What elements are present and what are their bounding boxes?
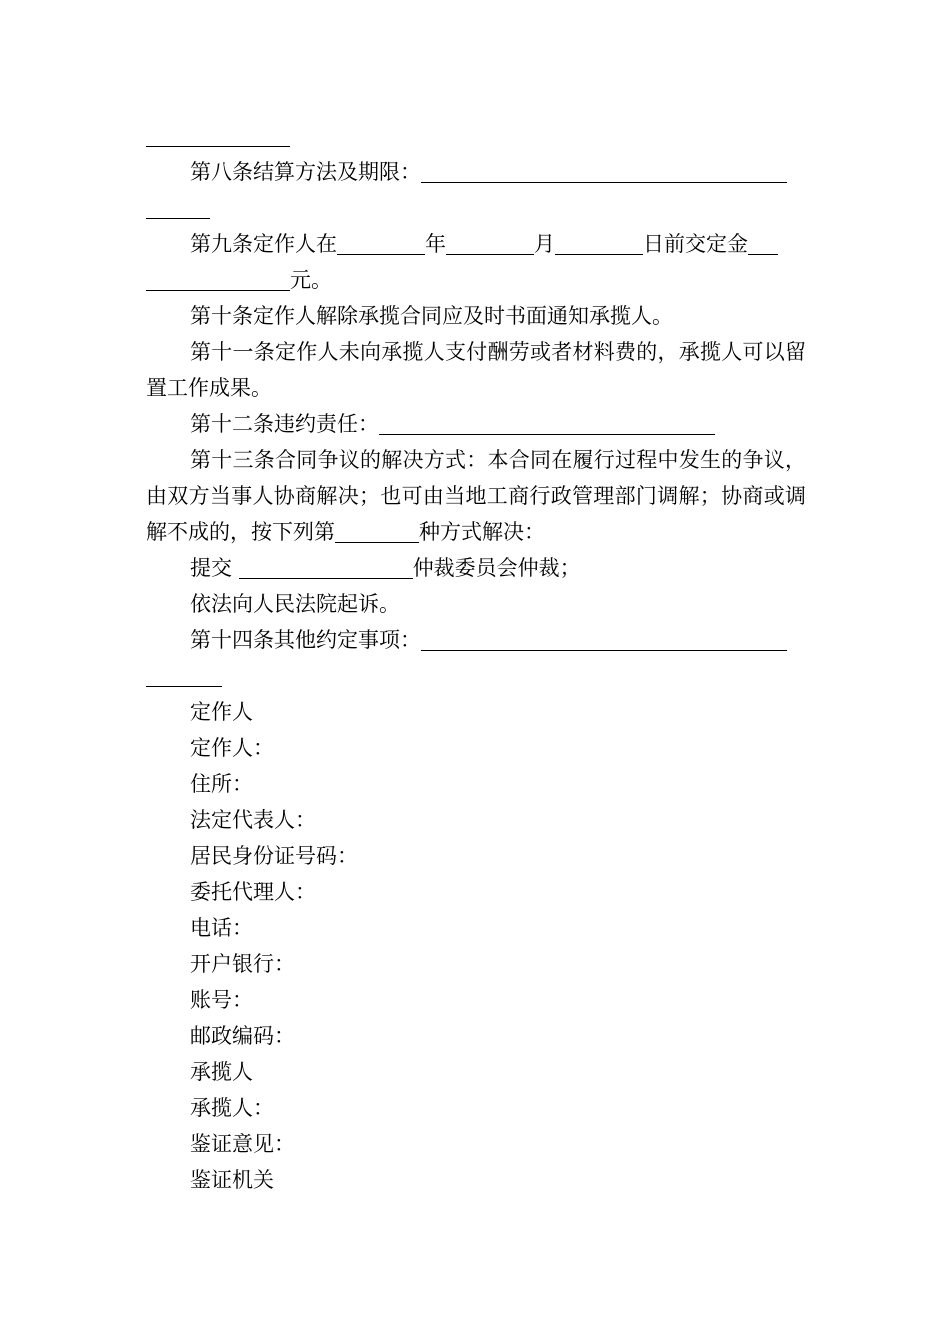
clause-8-blank[interactable]: [421, 160, 787, 183]
clause-13: [146, 442, 806, 550]
clause-9-day-label: 日前交定金: [643, 232, 748, 256]
clause-9-year-blank[interactable]: [337, 232, 425, 255]
clause-9-unit: 元。: [290, 268, 332, 292]
option-arbitration-b: 仲裁委员会仲裁；: [412, 556, 581, 580]
clause-9-month-label: 月: [534, 232, 555, 256]
clause-9-continuation: [146, 262, 806, 298]
clause-8: [146, 154, 806, 190]
sig-line: 法定代表人：: [190, 808, 316, 832]
clause-12: [146, 406, 806, 442]
clause-9-day-blank[interactable]: [555, 232, 643, 255]
clause-9-deposit-blank-continued[interactable]: [146, 268, 290, 291]
option-arbitration: [146, 550, 806, 586]
clause-8-label: 第八条结算方法及期限：: [190, 160, 421, 184]
fill-blank[interactable]: [146, 124, 290, 147]
clause-11: 第十一条定作人未向承揽人支付酬劳或者材料费的，承揽人可以留置工作成果。: [146, 340, 806, 400]
sig-line: 开户银行：: [190, 952, 295, 976]
sig-line: 定作人：: [190, 736, 274, 760]
sig-line: 定作人: [190, 700, 253, 724]
clause-9-month-blank[interactable]: [446, 232, 534, 255]
sig-line: 电话：: [190, 916, 253, 940]
clause-9: [146, 226, 806, 262]
clause-8-continuation: [146, 190, 806, 226]
clause-14-blank-continued[interactable]: [146, 664, 222, 687]
sig-line: 委托代理人：: [190, 880, 316, 904]
carryover-blank-line: [146, 118, 806, 154]
sig-line: 承揽人：: [190, 1096, 274, 1120]
clause-9-deposit-blank[interactable]: [748, 232, 778, 255]
sig-line: 承揽人: [190, 1060, 253, 1084]
arbitration-committee-blank[interactable]: [239, 556, 413, 579]
sig-line: 账号：: [190, 988, 253, 1012]
clause-13-option-blank[interactable]: [335, 520, 419, 543]
clause-12-label: 第十二条违约责任：: [190, 412, 379, 436]
sig-line: 邮政编码：: [190, 1024, 295, 1048]
clause-13-text-b: 种方式解决：: [419, 520, 545, 544]
sig-line: 住所：: [190, 772, 253, 796]
clause-8-blank-continued[interactable]: [146, 196, 210, 219]
clause-14-label: 第十四条其他约定事项：: [190, 628, 421, 652]
option-arbitration-a: 提交: [190, 556, 239, 580]
clause-12-blank[interactable]: [379, 412, 715, 435]
sig-line: 居民身份证号码：: [190, 844, 358, 868]
clause-10: 第十条定作人解除承揽合同应及时书面通知承揽人。: [190, 304, 673, 328]
clause-13-text-a: 第十三条合同争议的解决方式：本合同在履行过程中发生的争议，由双方当事人协商解决；也可由当地工商行政管理部门调解；协商或调解不成的，按下列第: [146, 448, 806, 544]
sig-line: 鉴证机关: [190, 1168, 274, 1192]
clause-9-year-label: 年: [425, 232, 446, 256]
option-court: 依法向人民法院起诉。: [190, 592, 400, 616]
signature-block: [146, 694, 806, 1198]
sig-line: 鉴证意见：: [190, 1132, 295, 1156]
contract-page: [146, 118, 806, 1198]
clause-14-continuation: [146, 658, 806, 694]
clause-9-text-a: 第九条定作人在: [190, 232, 337, 256]
clause-14: [146, 622, 806, 658]
clause-14-blank[interactable]: [421, 628, 787, 651]
